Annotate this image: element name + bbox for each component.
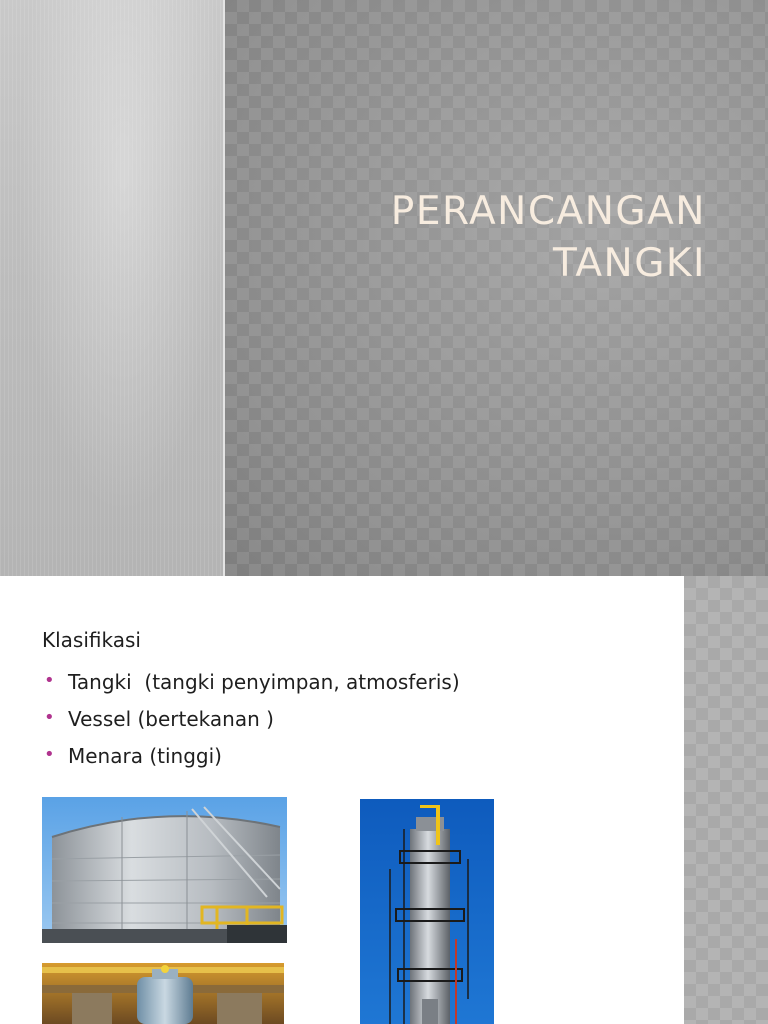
list-item-text: Menara (tinggi) xyxy=(68,744,222,768)
bullet-icon: • xyxy=(44,744,55,765)
slide-title-line-1: PERANCANGAN xyxy=(390,189,706,234)
bullet-list xyxy=(42,664,460,775)
bullet-icon: • xyxy=(44,670,55,691)
slide-heading: Klasifikasi xyxy=(42,628,141,652)
left-panel-shine xyxy=(0,0,224,576)
slide-title-line-2: TANGKI xyxy=(553,241,706,286)
pressure-vessel-photo xyxy=(42,963,284,1024)
bullet-icon: • xyxy=(44,707,55,728)
content-slide xyxy=(0,576,768,1024)
decorative-side-stripe xyxy=(684,576,768,1024)
list-item xyxy=(42,664,460,701)
list-item-text: Tangki (tangki penyimpan, atmosferis) xyxy=(68,670,460,694)
list-item xyxy=(42,738,460,775)
distillation-tower-photo xyxy=(360,799,494,1024)
list-item-text: Vessel (bertekanan ) xyxy=(68,707,274,731)
slide-title xyxy=(391,186,706,290)
list-item xyxy=(42,701,460,738)
storage-tank-photo xyxy=(42,797,287,943)
